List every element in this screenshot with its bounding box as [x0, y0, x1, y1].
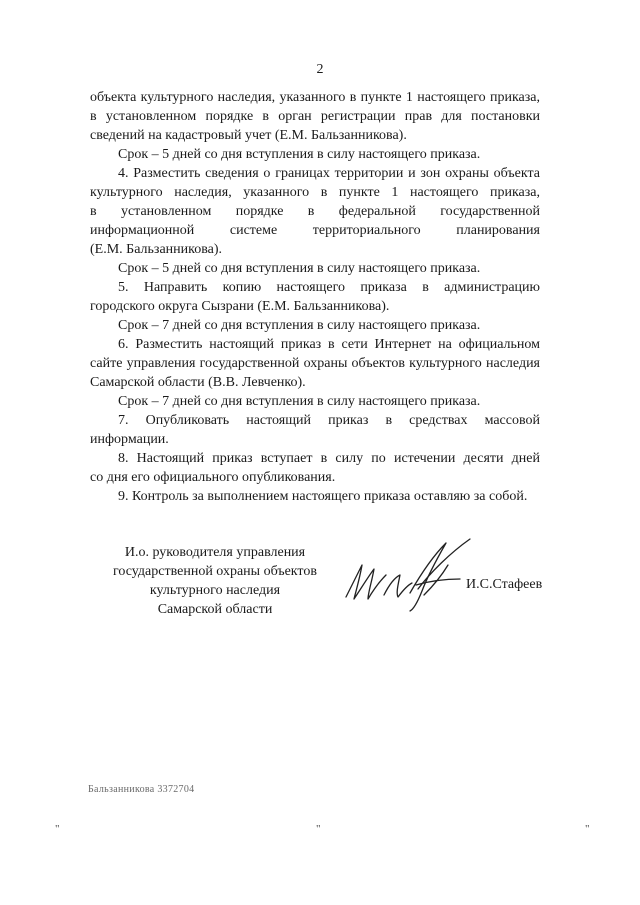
list-item-5: 5. Направить копию настоящего приказа в администрацию — [118, 280, 540, 295]
body-line: объекта культурного наследия, указанного в пункте 1 настоящего приказа, — [90, 90, 540, 105]
body-line: информационной системе территориального планирования — [90, 223, 540, 238]
deadline-line: Срок – 7 дней со дня вступления в силу настоящего приказа. — [118, 318, 481, 333]
body-line: (Е.М. Бальзанникова). — [90, 242, 223, 257]
signatory-title-line: Самарской области — [157, 602, 273, 617]
deadline-line: Срок – 5 дней со дня вступления в силу настоящего приказа. — [118, 147, 481, 162]
list-item-8: 8. Настоящий приказ вступает в силу по истечении десяти дней — [118, 451, 540, 466]
body-line: сведений на кадастровый учет (Е.М. Бальзанникова). — [90, 128, 407, 143]
handwritten-signature — [338, 535, 478, 615]
page-number: 2 — [316, 62, 324, 77]
signatory-title-line: государственной охраны объектов — [113, 564, 317, 579]
body-line: в установленном порядке в орган регистрации прав для постановки — [90, 109, 540, 124]
list-item-4: 4. Разместить сведения о границах территории и зон охраны объекта — [118, 166, 540, 181]
body-line: информации. — [90, 432, 169, 447]
scan-mark: " — [55, 823, 60, 835]
signatory-title-line: культурного наследия — [149, 583, 281, 598]
list-item-9: 9. Контроль за выполнением настоящего приказа оставляю за собой. — [118, 489, 528, 504]
signatory-title — [100, 543, 330, 619]
scan-mark: " — [316, 823, 321, 835]
signatory-name: И.С.Стафеев — [466, 577, 543, 592]
list-item-6: 6. Разместить настоящий приказ в сети Интернет на официальном — [118, 337, 540, 352]
body-line: сайте управления государственной охраны объектов культурного наследия — [90, 356, 540, 371]
body-line: в установленном порядке в федеральной государственной — [90, 204, 540, 219]
list-item-7: 7. Опубликовать настоящий приказ в средствах массовой — [118, 413, 540, 428]
body-line: со дня его официального опубликования. — [90, 470, 336, 485]
scan-mark: " — [585, 823, 590, 835]
deadline-line: Срок – 5 дней со дня вступления в силу настоящего приказа. — [118, 261, 481, 276]
body-line: городского округа Сызрани (Е.М. Бальзанникова). — [90, 299, 390, 314]
footer-note: Бальзанникова 3372704 — [88, 784, 195, 795]
deadline-line: Срок – 7 дней со дня вступления в силу настоящего приказа. — [118, 394, 481, 409]
body-line: культурного наследия, указанного в пункте 1 настоящего приказа, — [90, 185, 540, 200]
signatory-title-line: И.о. руководителя управления — [124, 545, 306, 560]
body-line: Самарской области (В.В. Левченко). — [90, 375, 306, 390]
